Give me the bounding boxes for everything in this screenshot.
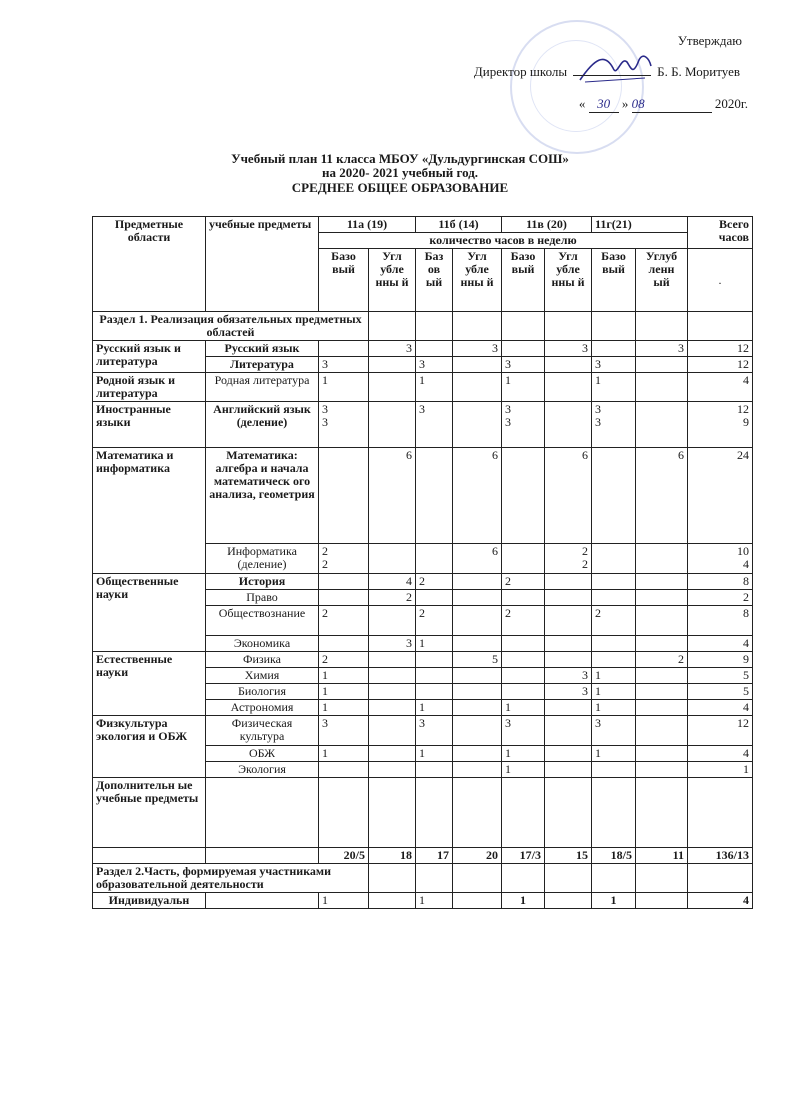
hours-cell bbox=[453, 590, 502, 606]
hours-cell bbox=[453, 574, 502, 590]
date-close-quote: » bbox=[621, 96, 629, 111]
total-hours-cell: 4 bbox=[688, 373, 753, 402]
hours-cell bbox=[416, 778, 453, 848]
hours-cell: 1 bbox=[319, 684, 369, 700]
header-row-1 bbox=[93, 217, 753, 233]
hours-cell: 6 bbox=[636, 448, 688, 544]
hours-cell bbox=[592, 778, 636, 848]
hours-cell: 1 bbox=[319, 746, 369, 762]
totals-cell: 20 bbox=[453, 848, 502, 864]
hours-cell bbox=[369, 357, 416, 373]
hours-cell bbox=[545, 762, 592, 778]
empty-cell bbox=[502, 864, 545, 893]
hours-cell bbox=[636, 574, 688, 590]
subject-cell: Биология bbox=[206, 684, 319, 700]
header-base-4: Базо вый bbox=[592, 249, 636, 312]
hours-cell bbox=[592, 636, 636, 652]
hours-cell bbox=[416, 544, 453, 574]
total-hours-cell: 24 bbox=[688, 448, 753, 544]
hours-cell bbox=[545, 652, 592, 668]
subject-area-cell: Русский язык и литература bbox=[93, 341, 206, 373]
total-hours-cell: 1 bbox=[688, 762, 753, 778]
hours-cell: 2 bbox=[319, 606, 369, 636]
hours-cell: 2 bbox=[502, 606, 545, 636]
header-area: Предметные области bbox=[93, 217, 206, 312]
hours-cell bbox=[369, 762, 416, 778]
hours-cell: 1 bbox=[502, 893, 545, 909]
hours-cell bbox=[453, 684, 502, 700]
subject-area-cell: Иностранные языки bbox=[93, 402, 206, 448]
subject-cell bbox=[206, 893, 319, 909]
hours-cell bbox=[636, 606, 688, 636]
hours-cell: 2 bbox=[416, 606, 453, 636]
hours-cell bbox=[502, 652, 545, 668]
header-total: Всего часов bbox=[688, 217, 753, 249]
subject-area-cell: Дополнительн ые учебные предметы bbox=[93, 778, 206, 848]
subject-cell: Право bbox=[206, 590, 319, 606]
hours-cell bbox=[416, 668, 453, 684]
hours-cell: 3 3 bbox=[319, 402, 369, 448]
table-row bbox=[93, 341, 753, 357]
hours-cell: 3 bbox=[636, 341, 688, 357]
header-subject: учебные предметы bbox=[206, 217, 319, 312]
hours-cell bbox=[369, 700, 416, 716]
subject-cell: Литература bbox=[206, 357, 319, 373]
header-deep-4: Углуб ленн ый bbox=[636, 249, 688, 312]
subject-cell: Химия bbox=[206, 668, 319, 684]
hours-cell bbox=[545, 778, 592, 848]
hours-cell bbox=[453, 700, 502, 716]
hours-cell bbox=[545, 606, 592, 636]
table-row bbox=[93, 373, 753, 402]
subject-cell bbox=[206, 778, 319, 848]
director-label: Директор школы bbox=[473, 64, 568, 79]
hours-cell: 3 bbox=[545, 341, 592, 357]
section-1-row bbox=[93, 312, 753, 341]
subject-cell: Английский язык (деление) bbox=[206, 402, 319, 448]
hours-cell bbox=[636, 893, 688, 909]
grand-total-cell: 136/13 bbox=[688, 848, 753, 864]
totals-cell: 15 bbox=[545, 848, 592, 864]
hours-cell bbox=[453, 357, 502, 373]
hours-cell: 1 bbox=[502, 700, 545, 716]
hours-cell bbox=[502, 590, 545, 606]
subject-area-cell: Естественные науки bbox=[93, 652, 206, 716]
hours-cell: 3 bbox=[416, 402, 453, 448]
hours-cell bbox=[369, 402, 416, 448]
hours-cell bbox=[592, 574, 636, 590]
hours-cell: 3 bbox=[545, 668, 592, 684]
subject-area-cell: Родной язык и литература bbox=[93, 373, 206, 402]
hours-cell: 1 bbox=[319, 893, 369, 909]
section-1-title: Раздел 1. Реализация обязательных предметных областей bbox=[93, 312, 369, 341]
table-row bbox=[93, 778, 753, 848]
subject-cell: Экономика bbox=[206, 636, 319, 652]
hours-cell bbox=[636, 373, 688, 402]
hours-cell bbox=[502, 448, 545, 544]
hours-cell bbox=[636, 762, 688, 778]
hours-cell bbox=[453, 893, 502, 909]
hours-cell bbox=[592, 544, 636, 574]
hours-cell: 6 bbox=[453, 544, 502, 574]
director-name: Б. Б. Моритуев bbox=[657, 64, 740, 79]
header-base-2: Баз ов ый bbox=[416, 249, 453, 312]
hours-cell: 6 bbox=[369, 448, 416, 544]
totals-cell: 18 bbox=[369, 848, 416, 864]
subject-area-cell: Физкультура экология и ОБЖ bbox=[93, 716, 206, 778]
totals-cell: 18/5 bbox=[592, 848, 636, 864]
hours-cell: 3 bbox=[319, 716, 369, 746]
hours-cell bbox=[369, 684, 416, 700]
hours-cell bbox=[453, 402, 502, 448]
hours-cell: 3 3 bbox=[502, 402, 545, 448]
hours-cell: 2 bbox=[592, 606, 636, 636]
hours-cell: 3 bbox=[319, 357, 369, 373]
hours-cell: 3 bbox=[416, 357, 453, 373]
hours-cell bbox=[369, 652, 416, 668]
subject-cell: История bbox=[206, 574, 319, 590]
doc-subtitle-level: СРЕДНЕЕ ОБЩЕЕ ОБРАЗОВАНИЕ bbox=[291, 180, 509, 195]
totals-empty-area bbox=[93, 848, 206, 864]
table-row bbox=[93, 402, 753, 448]
hours-cell: 5 bbox=[453, 652, 502, 668]
hours-cell bbox=[453, 778, 502, 848]
hours-cell bbox=[369, 373, 416, 402]
doc-subtitle-year: на 2020- 2021 учебный год. bbox=[321, 165, 479, 180]
subject-cell: Экология bbox=[206, 762, 319, 778]
hours-cell: 1 bbox=[592, 668, 636, 684]
hours-cell bbox=[502, 668, 545, 684]
hours-cell: 3 bbox=[502, 716, 545, 746]
hours-cell: 1 bbox=[592, 684, 636, 700]
total-hours-cell: 4 bbox=[688, 893, 753, 909]
totals-empty-subject bbox=[206, 848, 319, 864]
hours-cell bbox=[545, 746, 592, 762]
subject-cell: Информатика (деление) bbox=[206, 544, 319, 574]
hours-cell: 4 bbox=[369, 574, 416, 590]
hours-cell: 3 bbox=[416, 716, 453, 746]
table-row bbox=[93, 574, 753, 590]
doc-title: Учебный план 11 класса МБОУ «Дульдургинская СОШ» bbox=[231, 151, 569, 166]
hours-cell bbox=[545, 893, 592, 909]
hours-cell: 3 bbox=[369, 636, 416, 652]
hours-cell: 2 2 bbox=[545, 544, 592, 574]
table-row bbox=[93, 448, 753, 544]
hours-cell: 3 bbox=[592, 716, 636, 746]
table-row bbox=[93, 652, 753, 668]
hours-cell bbox=[453, 606, 502, 636]
total-hours-cell: 4 bbox=[688, 746, 753, 762]
hours-cell bbox=[453, 746, 502, 762]
hours-cell bbox=[636, 684, 688, 700]
hours-cell: 1 bbox=[502, 762, 545, 778]
table-row bbox=[93, 893, 753, 909]
hours-cell: 1 bbox=[416, 373, 453, 402]
subject-area-cell: Математика и информатика bbox=[93, 448, 206, 574]
date-open-quote: « bbox=[578, 96, 586, 111]
subject-area-cell: Индивидуальн bbox=[93, 893, 206, 909]
totals-cell: 17 bbox=[416, 848, 453, 864]
total-hours-cell: 9 bbox=[688, 652, 753, 668]
header-hours-per-week: количество часов в неделю bbox=[319, 233, 688, 249]
hours-cell bbox=[416, 448, 453, 544]
subject-cell: Русский язык bbox=[206, 341, 319, 357]
approve-label: Утверждаю bbox=[677, 33, 742, 48]
hours-cell bbox=[319, 778, 369, 848]
hours-cell: 1 bbox=[319, 668, 369, 684]
hours-cell bbox=[636, 544, 688, 574]
hours-cell bbox=[545, 357, 592, 373]
hours-cell bbox=[453, 636, 502, 652]
header-base-3: Базо вый bbox=[502, 249, 545, 312]
hours-cell bbox=[369, 716, 416, 746]
hours-cell bbox=[502, 341, 545, 357]
subject-cell: Родная литература bbox=[206, 373, 319, 402]
empty-cell bbox=[592, 864, 636, 893]
hours-cell bbox=[369, 778, 416, 848]
empty-cell bbox=[688, 864, 753, 893]
total-hours-cell: 2 bbox=[688, 590, 753, 606]
hours-cell bbox=[636, 746, 688, 762]
table-row bbox=[93, 716, 753, 746]
hours-cell: 2 bbox=[319, 652, 369, 668]
hours-cell: 6 bbox=[453, 448, 502, 544]
hours-cell: 1 bbox=[592, 746, 636, 762]
hours-cell: 3 3 bbox=[592, 402, 636, 448]
hours-cell: 1 bbox=[592, 700, 636, 716]
total-hours-cell: 12 bbox=[688, 357, 753, 373]
hours-cell bbox=[416, 341, 453, 357]
hours-cell bbox=[502, 544, 545, 574]
totals-row bbox=[93, 848, 753, 864]
hours-cell bbox=[416, 762, 453, 778]
hours-cell bbox=[545, 402, 592, 448]
subject-cell: Физическая культура bbox=[206, 716, 319, 746]
subject-area-cell: Общественные науки bbox=[93, 574, 206, 652]
hours-cell bbox=[416, 684, 453, 700]
header-base-1: Базо вый bbox=[319, 249, 369, 312]
hours-cell: 1 bbox=[416, 700, 453, 716]
hours-cell: 1 bbox=[319, 700, 369, 716]
hours-cell bbox=[545, 716, 592, 746]
hours-cell bbox=[369, 746, 416, 762]
empty-cell bbox=[453, 864, 502, 893]
hours-cell: 2 2 bbox=[319, 544, 369, 574]
empty-cell bbox=[416, 864, 453, 893]
subject-cell: Обществознание bbox=[206, 606, 319, 636]
hours-cell bbox=[502, 778, 545, 848]
hours-cell bbox=[545, 590, 592, 606]
section-2-title: Раздел 2.Часть, формируемая участниками образовательной деятельности bbox=[93, 864, 369, 893]
hours-cell bbox=[592, 590, 636, 606]
hours-cell bbox=[319, 341, 369, 357]
section-2-row bbox=[93, 864, 753, 893]
totals-cell: 11 bbox=[636, 848, 688, 864]
totals-cell: 20/5 bbox=[319, 848, 369, 864]
hours-cell: 1 bbox=[502, 746, 545, 762]
total-hours-cell: 10 4 bbox=[688, 544, 753, 574]
hours-cell bbox=[592, 341, 636, 357]
hours-cell bbox=[592, 762, 636, 778]
totals-cell: 17/3 bbox=[502, 848, 545, 864]
hours-cell bbox=[636, 778, 688, 848]
header-class-a: 11а (19) bbox=[319, 217, 416, 233]
subject-cell: Физика bbox=[206, 652, 319, 668]
total-hours-cell: 5 bbox=[688, 684, 753, 700]
hours-cell bbox=[453, 373, 502, 402]
header-deep-3: Угл убле нны й bbox=[545, 249, 592, 312]
header-class-b: 11б (14) bbox=[416, 217, 502, 233]
hours-cell: 1 bbox=[319, 373, 369, 402]
total-hours-cell: 8 bbox=[688, 606, 753, 636]
hours-cell bbox=[369, 893, 416, 909]
hours-cell bbox=[636, 700, 688, 716]
hours-cell: 2 bbox=[416, 574, 453, 590]
total-hours-cell: 8 bbox=[688, 574, 753, 590]
hours-cell: 3 bbox=[502, 357, 545, 373]
date-year: 2020г. bbox=[714, 96, 748, 111]
hours-cell: 2 bbox=[369, 590, 416, 606]
hours-cell bbox=[636, 668, 688, 684]
total-hours-cell bbox=[688, 778, 753, 848]
hours-cell bbox=[636, 357, 688, 373]
hours-cell: 3 bbox=[369, 341, 416, 357]
empty-cell bbox=[369, 864, 416, 893]
hours-cell bbox=[592, 448, 636, 544]
hours-cell bbox=[319, 636, 369, 652]
signature-line bbox=[573, 75, 651, 76]
empty-cell bbox=[636, 864, 688, 893]
header-deep-1: Угл убле нны й bbox=[369, 249, 416, 312]
total-hours-cell: 12 bbox=[688, 716, 753, 746]
hours-cell bbox=[319, 762, 369, 778]
hours-cell bbox=[592, 652, 636, 668]
hours-cell bbox=[545, 574, 592, 590]
empty-cell bbox=[545, 864, 592, 893]
hours-cell: 3 bbox=[545, 684, 592, 700]
hours-cell bbox=[453, 668, 502, 684]
hours-cell bbox=[453, 716, 502, 746]
hours-cell: 1 bbox=[592, 893, 636, 909]
subject-cell: ОБЖ bbox=[206, 746, 319, 762]
hours-cell bbox=[636, 402, 688, 448]
hours-cell: 3 bbox=[592, 357, 636, 373]
hours-cell: 2 bbox=[502, 574, 545, 590]
hours-cell: 2 bbox=[636, 652, 688, 668]
total-hours-cell: 4 bbox=[688, 700, 753, 716]
total-hours-cell: 5 bbox=[688, 668, 753, 684]
hours-cell bbox=[319, 590, 369, 606]
approval-date bbox=[579, 96, 748, 113]
hours-cell: 1 bbox=[592, 373, 636, 402]
header-dot: . bbox=[688, 249, 753, 312]
hours-cell bbox=[319, 574, 369, 590]
total-hours-cell: 4 bbox=[688, 636, 753, 652]
curriculum-table bbox=[92, 216, 753, 909]
hours-cell bbox=[502, 684, 545, 700]
total-hours-cell: 12 bbox=[688, 341, 753, 357]
hours-cell bbox=[369, 668, 416, 684]
hours-cell bbox=[636, 590, 688, 606]
hours-cell: 6 bbox=[545, 448, 592, 544]
director-line bbox=[474, 64, 740, 80]
hours-cell bbox=[636, 716, 688, 746]
hours-cell bbox=[502, 636, 545, 652]
hours-cell bbox=[416, 590, 453, 606]
subject-cell: Математика: алгебра и начала математическ ого анализа, геометрия bbox=[206, 448, 319, 544]
hours-cell bbox=[369, 544, 416, 574]
date-month: 08 bbox=[632, 96, 712, 113]
date-day: 30 bbox=[589, 96, 619, 113]
hours-cell bbox=[319, 448, 369, 544]
hours-cell bbox=[369, 606, 416, 636]
header-class-g: 11г(21) bbox=[592, 217, 688, 233]
hours-cell: 3 bbox=[453, 341, 502, 357]
hours-cell bbox=[636, 636, 688, 652]
total-hours-cell: 12 9 bbox=[688, 402, 753, 448]
hours-cell bbox=[545, 373, 592, 402]
header-deep-2: Угл убле нны й bbox=[453, 249, 502, 312]
hours-cell bbox=[453, 762, 502, 778]
hours-cell bbox=[416, 652, 453, 668]
hours-cell: 1 bbox=[416, 893, 453, 909]
hours-cell bbox=[545, 636, 592, 652]
header-class-v: 11в (20) bbox=[502, 217, 592, 233]
hours-cell: 1 bbox=[502, 373, 545, 402]
hours-cell: 1 bbox=[416, 746, 453, 762]
hours-cell: 1 bbox=[416, 636, 453, 652]
hours-cell bbox=[545, 700, 592, 716]
subject-cell: Астрономия bbox=[206, 700, 319, 716]
